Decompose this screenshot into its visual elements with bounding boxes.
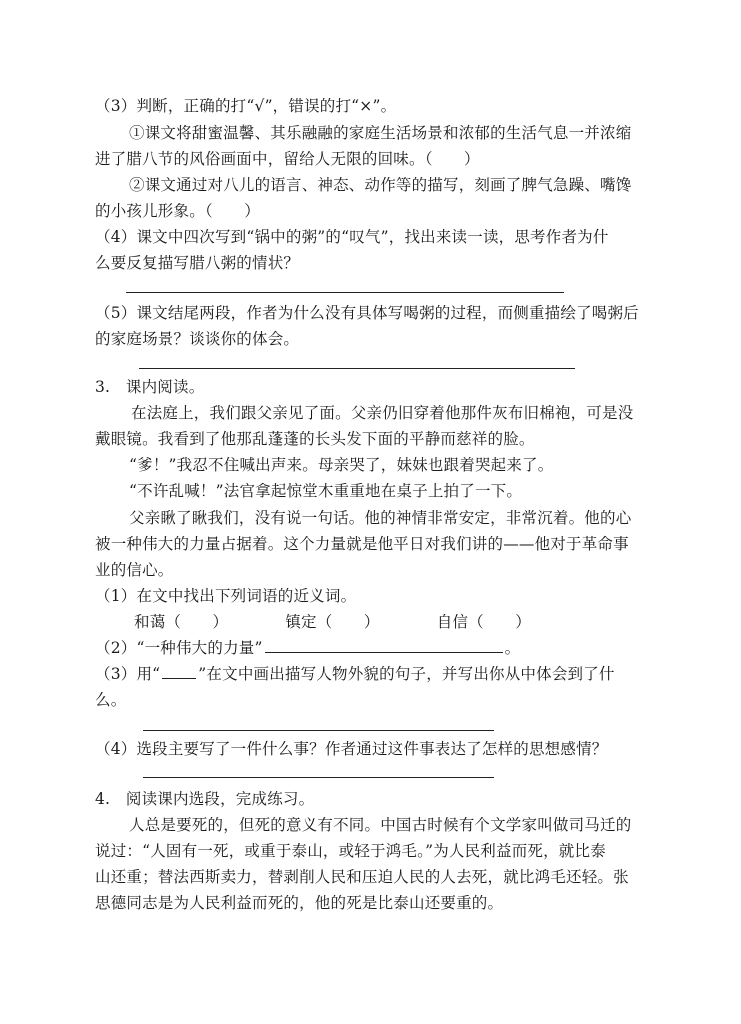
q3-prompt: （3）判断，正确的打“√”，错误的打“×”。 (95, 97, 397, 115)
s3-q3-suffix: ”在文中画出描写人物外貌的句子，并写出你从中体会到了什 (198, 665, 615, 683)
s3-q2-prefix: （2）“一种伟大的力量” (95, 639, 263, 657)
s3-q1-word-row (134, 611, 531, 633)
answer-line-s3-q3[interactable] (143, 730, 494, 731)
passage-3-p4-line-1: 父亲瞅了瞅我们，没有说一句话。他的神情非常安定，非常沉着。他的心 (129, 509, 632, 527)
s3-q1-prompt: （1）在文中找出下列词语的近义词。 (95, 587, 357, 605)
q5-line-2: 的家庭场景？谈谈你的体会。 (95, 330, 300, 348)
passage-3-p4-line-3: 业的信心。 (95, 561, 174, 579)
answer-line-s3-q4[interactable] (143, 777, 494, 778)
section-3-heading: 3. 课内阅读。 (95, 378, 205, 396)
synonym-zixin[interactable]: 自信（ ） (436, 613, 531, 631)
passage-4-line-3: 山还重；替法西斯卖力，替剥削人民和压迫人民的人去死，就比鸿毛还轻。张 (95, 868, 629, 886)
passage-4-line-1: 人总是要死的，但死的意义有不同。中国古时候有个文学家叫做司马迁的 (129, 816, 632, 834)
s3-q3-prefix: （3）用“ (95, 665, 161, 683)
passage-3-p3: “不许乱喊！”法官拿起惊堂木重重地在桌子上拍了一下。 (129, 482, 523, 500)
s3-q4-prompt: （4）选段主要写了一件什么事？作者通过这件事表达了怎样的思想感情？ (95, 740, 608, 758)
statement-2-line-1: ②课文通过对八儿的语言、神态、动作等的描写，刻画了脾气急躁、嘴馋 (129, 176, 632, 194)
statement-2-line-2: 的小孩儿形象。（ ） (95, 202, 260, 220)
answer-line-q4[interactable] (126, 292, 564, 293)
passage-3-p2: “爹！”我忍不住喊出声来。母亲哭了，妹妹也跟着哭起来了。 (129, 456, 554, 474)
q4-line-1: （4）课文中四次写到“锅中的粥”的“叹气”，找出来读一读，思考作者为什 (95, 228, 609, 246)
passage-3-p4-line-2: 被一种伟大的力量占据着。这个力量就是他平日对我们讲的——他对于革命事 (95, 535, 629, 553)
s3-q2-blank[interactable] (265, 638, 503, 653)
synonym-hean[interactable]: 和蔼（ ） (134, 613, 229, 631)
s3-q2-line (95, 637, 520, 659)
statement-1-line-2: 进了腊八节的风俗画面中，留给人无限的回味。（ ） (95, 150, 480, 168)
s3-q3-line-1 (95, 663, 615, 685)
s3-q3-line-2: 么。 (95, 691, 127, 709)
s3-q2-suffix: 。 (504, 639, 521, 657)
passage-4-line-2: 说过：“人固有一死，或重于泰山，或轻于鸿毛。”为人民利益而死，就比泰 (95, 842, 606, 860)
statement-1-line-1: ①课文将甜蜜温馨、其乐融融的家庭生活场景和浓郁的生活气息一并浓缩 (129, 124, 632, 142)
q5-line-1: （5）课文结尾两段，作者为什么没有具体写喝粥的过程，而侧重描绘了喝粥后 (95, 304, 639, 322)
q4-line-2: 么要反复描写腊八粥的情状？ (95, 254, 300, 272)
passage-3-p1-line-1: 在法庭上，我们跟父亲见了面。父亲仍旧穿着他那件灰布旧棉袍，可是没 (131, 404, 634, 422)
underline-mark (162, 664, 196, 679)
passage-4-line-4: 思德同志是为人民利益而死的，他的死是比泰山还要重的。 (95, 894, 504, 912)
synonym-zhending[interactable]: 镇定（ ） (285, 613, 380, 631)
answer-line-q5[interactable] (139, 368, 575, 369)
passage-3-p1-line-2: 戴眼镜。我看到了他那乱蓬蓬的长头发下面的平静而慈祥的脸。 (95, 430, 535, 448)
section-4-heading: 4. 阅读课内选段，完成练习。 (95, 790, 315, 808)
